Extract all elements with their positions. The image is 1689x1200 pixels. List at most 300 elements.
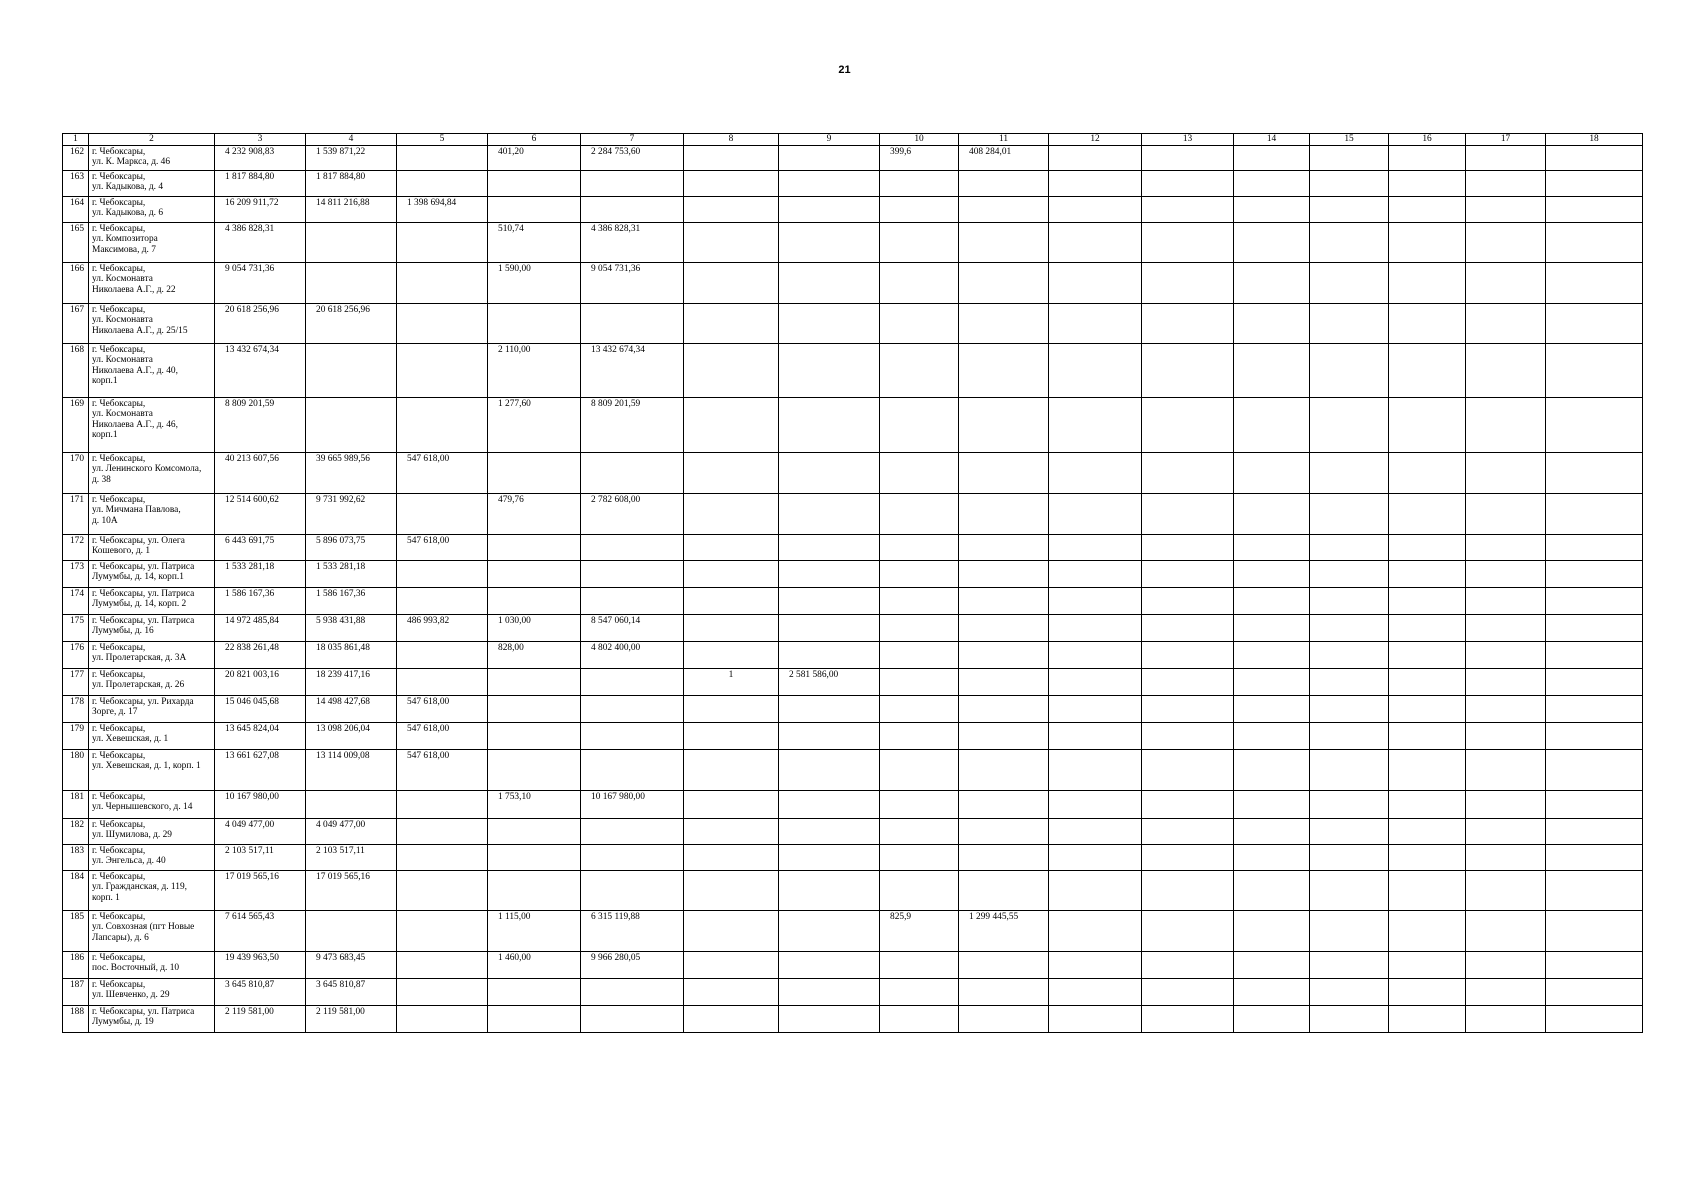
table-cell — [1546, 493, 1643, 534]
table-cell — [397, 951, 488, 978]
table-cell: 2 119 581,00 — [306, 1005, 397, 1032]
table-cell — [1142, 614, 1234, 641]
table-cell — [1234, 343, 1310, 397]
table-row — [63, 145, 1643, 170]
table-cell — [1389, 587, 1466, 614]
address-cell: г. Чебоксары, ул. Кадыкова, д. 4 — [89, 170, 215, 196]
table-cell — [397, 262, 488, 303]
table-cell — [959, 560, 1049, 587]
table-row — [63, 262, 1643, 303]
table-cell — [684, 196, 779, 222]
table-cell — [1546, 641, 1643, 668]
table-cell: 547 618,00 — [397, 749, 488, 790]
table-cell — [1546, 790, 1643, 818]
table-cell — [959, 452, 1049, 493]
table-cell — [684, 818, 779, 844]
address-cell: г. Чебоксары, ул. Энгельса, д. 40 — [89, 844, 215, 870]
table-cell — [1466, 910, 1546, 951]
table-row — [63, 695, 1643, 722]
table-cell — [488, 303, 581, 343]
table-row — [63, 870, 1643, 910]
table-cell — [779, 818, 880, 844]
table-cell — [779, 587, 880, 614]
table-cell — [581, 749, 684, 790]
table-cell — [1389, 452, 1466, 493]
table-cell — [1049, 951, 1142, 978]
table-cell: 1 115,00 — [488, 910, 581, 951]
table-cell: 22 838 261,48 — [215, 641, 306, 668]
table-cell: 13 661 627,08 — [215, 749, 306, 790]
table-cell — [397, 818, 488, 844]
table-cell — [684, 397, 779, 452]
table-cell — [1389, 844, 1466, 870]
column-header: 17 — [1466, 134, 1546, 146]
table-row — [63, 978, 1643, 1005]
table-cell — [1546, 614, 1643, 641]
table-cell — [1142, 560, 1234, 587]
table-cell: 13 432 674,34 — [581, 343, 684, 397]
table-cell — [1142, 343, 1234, 397]
table-cell: 1 299 445,55 — [959, 910, 1049, 951]
table-cell — [684, 844, 779, 870]
table-cell — [488, 749, 581, 790]
table-cell: 4 232 908,83 — [215, 145, 306, 170]
table-cell: 547 618,00 — [397, 452, 488, 493]
table-cell — [1546, 262, 1643, 303]
table-cell — [1049, 343, 1142, 397]
table-cell — [1049, 560, 1142, 587]
table-cell — [779, 560, 880, 587]
table-row — [63, 910, 1643, 951]
table-cell — [779, 844, 880, 870]
table-cell — [1546, 145, 1643, 170]
table-cell — [880, 722, 959, 749]
table-cell — [779, 196, 880, 222]
table-cell — [1389, 560, 1466, 587]
table-cell — [1546, 844, 1643, 870]
address-cell: г. Чебоксары, ул. К. Маркса, д. 46 — [89, 145, 215, 170]
table-cell — [684, 262, 779, 303]
table-cell — [1546, 397, 1643, 452]
table-cell — [1049, 910, 1142, 951]
table-cell — [779, 452, 880, 493]
table-cell — [1466, 222, 1546, 262]
table-cell — [581, 560, 684, 587]
table-cell — [684, 614, 779, 641]
table-cell — [1234, 695, 1310, 722]
table-cell — [1310, 614, 1389, 641]
table-cell — [488, 978, 581, 1005]
address-cell: г. Чебоксары, ул. Чернышевского, д. 14 — [89, 790, 215, 818]
table-cell: 401,20 — [488, 145, 581, 170]
address-cell: г. Чебоксары, пос. Восточный, д. 10 — [89, 951, 215, 978]
table-cell: 6 443 691,75 — [215, 534, 306, 560]
table-cell — [488, 870, 581, 910]
table-cell — [1234, 587, 1310, 614]
row-number: 180 — [63, 749, 89, 790]
table-cell — [880, 303, 959, 343]
row-number: 167 — [63, 303, 89, 343]
table-row — [63, 641, 1643, 668]
table-cell — [488, 722, 581, 749]
table-cell — [397, 1005, 488, 1032]
table-cell — [1049, 222, 1142, 262]
table-cell — [488, 587, 581, 614]
column-header: 9 — [779, 134, 880, 146]
table-cell — [581, 534, 684, 560]
table-cell — [1049, 641, 1142, 668]
table-cell: 4 049 477,00 — [215, 818, 306, 844]
table-cell — [779, 170, 880, 196]
table-cell — [306, 790, 397, 818]
table-cell — [397, 170, 488, 196]
table-cell: 1 817 884,80 — [215, 170, 306, 196]
table-cell — [1310, 303, 1389, 343]
table-cell: 17 019 565,16 — [306, 870, 397, 910]
table-cell — [1546, 749, 1643, 790]
table-cell — [959, 343, 1049, 397]
row-number: 166 — [63, 262, 89, 303]
column-header: 12 — [1049, 134, 1142, 146]
table-cell — [581, 978, 684, 1005]
row-number: 169 — [63, 397, 89, 452]
table-cell — [1049, 303, 1142, 343]
table-cell — [1389, 397, 1466, 452]
table-cell — [1389, 870, 1466, 910]
table-cell — [1234, 170, 1310, 196]
table-cell — [1466, 641, 1546, 668]
address-cell: г. Чебоксары, ул. Патриса Лумумбы, д. 19 — [89, 1005, 215, 1032]
table-cell: 15 046 045,68 — [215, 695, 306, 722]
table-cell — [581, 170, 684, 196]
table-cell — [397, 303, 488, 343]
table-cell — [959, 978, 1049, 1005]
table-cell — [779, 614, 880, 641]
table-cell: 1 539 871,22 — [306, 145, 397, 170]
table-cell: 16 209 911,72 — [215, 196, 306, 222]
row-number: 163 — [63, 170, 89, 196]
table-cell — [488, 170, 581, 196]
table-cell — [880, 170, 959, 196]
table-row — [63, 1005, 1643, 1032]
table-cell: 9 473 683,45 — [306, 951, 397, 978]
table-cell — [1049, 722, 1142, 749]
table-cell: 4 386 828,31 — [581, 222, 684, 262]
table-cell — [1389, 790, 1466, 818]
table-cell: 13 114 009,08 — [306, 749, 397, 790]
table-cell — [581, 668, 684, 695]
column-header: 7 — [581, 134, 684, 146]
address-cell: г. Чебоксары, ул. Космонавта Николаева А.Г., д. 22 — [89, 262, 215, 303]
table-cell: 9 966 280,05 — [581, 951, 684, 978]
address-cell: г. Чебоксары, ул. Космонавта Николаева А.Г., д. 46, корп.1 — [89, 397, 215, 452]
table-cell — [488, 196, 581, 222]
table-cell — [397, 343, 488, 397]
data-table — [62, 133, 1643, 1033]
table-cell: 13 432 674,34 — [215, 343, 306, 397]
table-cell — [1049, 818, 1142, 844]
table-cell — [959, 749, 1049, 790]
table-cell — [1310, 641, 1389, 668]
table-cell — [1466, 870, 1546, 910]
table-cell — [1310, 452, 1389, 493]
table-cell — [397, 587, 488, 614]
table-cell — [397, 222, 488, 262]
table-cell: 486 993,82 — [397, 614, 488, 641]
row-number: 173 — [63, 560, 89, 587]
table-cell — [1466, 668, 1546, 695]
row-number: 168 — [63, 343, 89, 397]
table-cell — [959, 397, 1049, 452]
row-number: 184 — [63, 870, 89, 910]
table-cell — [488, 560, 581, 587]
table-cell: 1 398 694,84 — [397, 196, 488, 222]
table-cell — [1142, 749, 1234, 790]
table-cell — [581, 695, 684, 722]
address-cell: г. Чебоксары, ул. Патриса Лумумбы, д. 16 — [89, 614, 215, 641]
table-cell — [488, 452, 581, 493]
table-cell — [1466, 493, 1546, 534]
table-cell — [684, 722, 779, 749]
table-cell — [1310, 587, 1389, 614]
table-cell — [1466, 534, 1546, 560]
table-cell — [397, 397, 488, 452]
table-row — [63, 303, 1643, 343]
table-cell — [1389, 196, 1466, 222]
table-cell — [779, 262, 880, 303]
table-cell — [1389, 910, 1466, 951]
table-cell — [1466, 722, 1546, 749]
table-cell — [684, 587, 779, 614]
table-cell — [684, 145, 779, 170]
table-row — [63, 844, 1643, 870]
table-cell — [1466, 951, 1546, 978]
table-cell — [488, 695, 581, 722]
table-row — [63, 668, 1643, 695]
table-cell — [1234, 222, 1310, 262]
table-cell — [1389, 818, 1466, 844]
table-cell: 399,6 — [880, 145, 959, 170]
table-cell — [306, 397, 397, 452]
table-cell: 408 284,01 — [959, 145, 1049, 170]
table-cell: 6 315 119,88 — [581, 910, 684, 951]
table-cell — [1310, 493, 1389, 534]
table-cell: 10 167 980,00 — [215, 790, 306, 818]
address-cell: г. Чебоксары, ул. Пролетарская, д. 3А — [89, 641, 215, 668]
table-cell — [959, 951, 1049, 978]
table-cell — [779, 978, 880, 1005]
table-cell — [1310, 534, 1389, 560]
table-cell: 13 645 824,04 — [215, 722, 306, 749]
address-cell: г. Чебоксары, ул. Космонавта Николаева А.Г., д. 40, корп.1 — [89, 343, 215, 397]
table-cell — [959, 870, 1049, 910]
table-cell — [1389, 145, 1466, 170]
row-number: 170 — [63, 452, 89, 493]
table-cell — [1142, 196, 1234, 222]
column-header: 5 — [397, 134, 488, 146]
table-cell — [1049, 452, 1142, 493]
column-header: 10 — [880, 134, 959, 146]
table-cell — [684, 493, 779, 534]
row-number: 162 — [63, 145, 89, 170]
column-header: 16 — [1389, 134, 1466, 146]
table-cell: 14 811 216,88 — [306, 196, 397, 222]
table-cell — [306, 910, 397, 951]
table-cell — [1310, 695, 1389, 722]
table-cell — [1049, 493, 1142, 534]
column-header: 15 — [1310, 134, 1389, 146]
table-cell — [1389, 722, 1466, 749]
table-cell — [1389, 170, 1466, 196]
table-cell — [684, 978, 779, 1005]
table-cell — [488, 668, 581, 695]
row-number: 183 — [63, 844, 89, 870]
table-cell — [397, 145, 488, 170]
table-cell — [880, 695, 959, 722]
table-cell — [1466, 614, 1546, 641]
table-cell — [1466, 695, 1546, 722]
table-cell: 825,9 — [880, 910, 959, 951]
table-cell — [1310, 818, 1389, 844]
table-cell — [1142, 910, 1234, 951]
table-cell — [959, 790, 1049, 818]
row-number: 174 — [63, 587, 89, 614]
table-cell — [1466, 303, 1546, 343]
table-cell — [880, 1005, 959, 1032]
table-cell — [880, 614, 959, 641]
table-cell: 18 239 417,16 — [306, 668, 397, 695]
table-cell: 1 533 281,18 — [215, 560, 306, 587]
column-header: 4 — [306, 134, 397, 146]
table-cell — [1389, 493, 1466, 534]
table-cell: 19 439 963,50 — [215, 951, 306, 978]
table-cell: 547 618,00 — [397, 722, 488, 749]
address-cell: г. Чебоксары, ул. Патриса Лумумбы, д. 14, корп. 2 — [89, 587, 215, 614]
table-cell — [880, 790, 959, 818]
table-cell — [1389, 1005, 1466, 1032]
table-cell — [1310, 560, 1389, 587]
table-cell — [1049, 1005, 1142, 1032]
table-cell — [779, 749, 880, 790]
table-cell — [684, 222, 779, 262]
table-cell — [1142, 397, 1234, 452]
table-cell — [1049, 844, 1142, 870]
table-cell — [684, 534, 779, 560]
table-row — [63, 343, 1643, 397]
table-row — [63, 493, 1643, 534]
table-cell: 1 590,00 — [488, 262, 581, 303]
table-cell — [1142, 870, 1234, 910]
table-cell — [959, 262, 1049, 303]
column-header: 2 — [89, 134, 215, 146]
table-cell — [1310, 222, 1389, 262]
table-cell: 1 817 884,80 — [306, 170, 397, 196]
table-cell: 4 386 828,31 — [215, 222, 306, 262]
table-cell — [779, 493, 880, 534]
table-cell — [1142, 951, 1234, 978]
table-cell — [1234, 870, 1310, 910]
table-cell — [1546, 534, 1643, 560]
table-cell — [1546, 196, 1643, 222]
table-cell: 40 213 607,56 — [215, 452, 306, 493]
table-row — [63, 397, 1643, 452]
table-cell: 4 802 400,00 — [581, 641, 684, 668]
address-cell: г. Чебоксары, ул. Ленинского Комсомола, д. 38 — [89, 452, 215, 493]
table-cell — [779, 534, 880, 560]
table-cell — [1389, 695, 1466, 722]
table-cell — [397, 870, 488, 910]
table-cell — [880, 668, 959, 695]
address-cell: г. Чебоксары, ул. Патриса Лумумбы, д. 14, корп.1 — [89, 560, 215, 587]
column-header: 1 — [63, 134, 89, 146]
table-cell — [581, 303, 684, 343]
table-cell — [1234, 560, 1310, 587]
table-row — [63, 452, 1643, 493]
table-cell — [1389, 641, 1466, 668]
table-cell — [306, 343, 397, 397]
row-number: 177 — [63, 668, 89, 695]
table-row — [63, 749, 1643, 790]
table-cell: 8 809 201,59 — [215, 397, 306, 452]
table-cell — [1310, 262, 1389, 303]
table-cell — [488, 534, 581, 560]
column-header: 13 — [1142, 134, 1234, 146]
table-cell: 18 035 861,48 — [306, 641, 397, 668]
table-cell — [779, 641, 880, 668]
table-cell: 2 103 517,11 — [306, 844, 397, 870]
row-number: 165 — [63, 222, 89, 262]
table-cell — [1310, 790, 1389, 818]
table-row — [63, 818, 1643, 844]
table-cell: 5 896 073,75 — [306, 534, 397, 560]
table-cell: 8 809 201,59 — [581, 397, 684, 452]
table-cell: 2 103 517,11 — [215, 844, 306, 870]
table-cell — [880, 452, 959, 493]
address-cell: г. Чебоксары, ул. Пролетарская, д. 26 — [89, 668, 215, 695]
table-cell — [880, 222, 959, 262]
table-cell — [1466, 587, 1546, 614]
table-cell: 1 460,00 — [488, 951, 581, 978]
table-cell — [1142, 641, 1234, 668]
table-cell — [581, 196, 684, 222]
address-cell: г. Чебоксары, ул. Олега Кошевого, д. 1 — [89, 534, 215, 560]
table-cell — [880, 493, 959, 534]
table-cell — [581, 870, 684, 910]
address-cell: г. Чебоксары, ул. Шумилова, д. 29 — [89, 818, 215, 844]
table-cell — [1546, 222, 1643, 262]
table-cell — [1234, 951, 1310, 978]
table-cell — [779, 870, 880, 910]
table-cell — [1310, 844, 1389, 870]
address-cell: г. Чебоксары, ул. Хевешская, д. 1, корп. 1 — [89, 749, 215, 790]
table-cell — [1234, 145, 1310, 170]
table-cell — [1310, 910, 1389, 951]
table-cell: 1 753,10 — [488, 790, 581, 818]
table-cell — [959, 614, 1049, 641]
table-cell: 2 110,00 — [488, 343, 581, 397]
table-cell: 3 645 810,87 — [306, 978, 397, 1005]
table-cell — [1466, 1005, 1546, 1032]
table-cell — [1466, 452, 1546, 493]
table-cell — [779, 722, 880, 749]
address-cell: г. Чебоксары, ул. Шевченко, д. 29 — [89, 978, 215, 1005]
table-cell — [959, 170, 1049, 196]
table-cell — [1466, 978, 1546, 1005]
table-cell — [1310, 343, 1389, 397]
table-cell — [684, 790, 779, 818]
table-cell — [1546, 343, 1643, 397]
table-cell — [959, 1005, 1049, 1032]
